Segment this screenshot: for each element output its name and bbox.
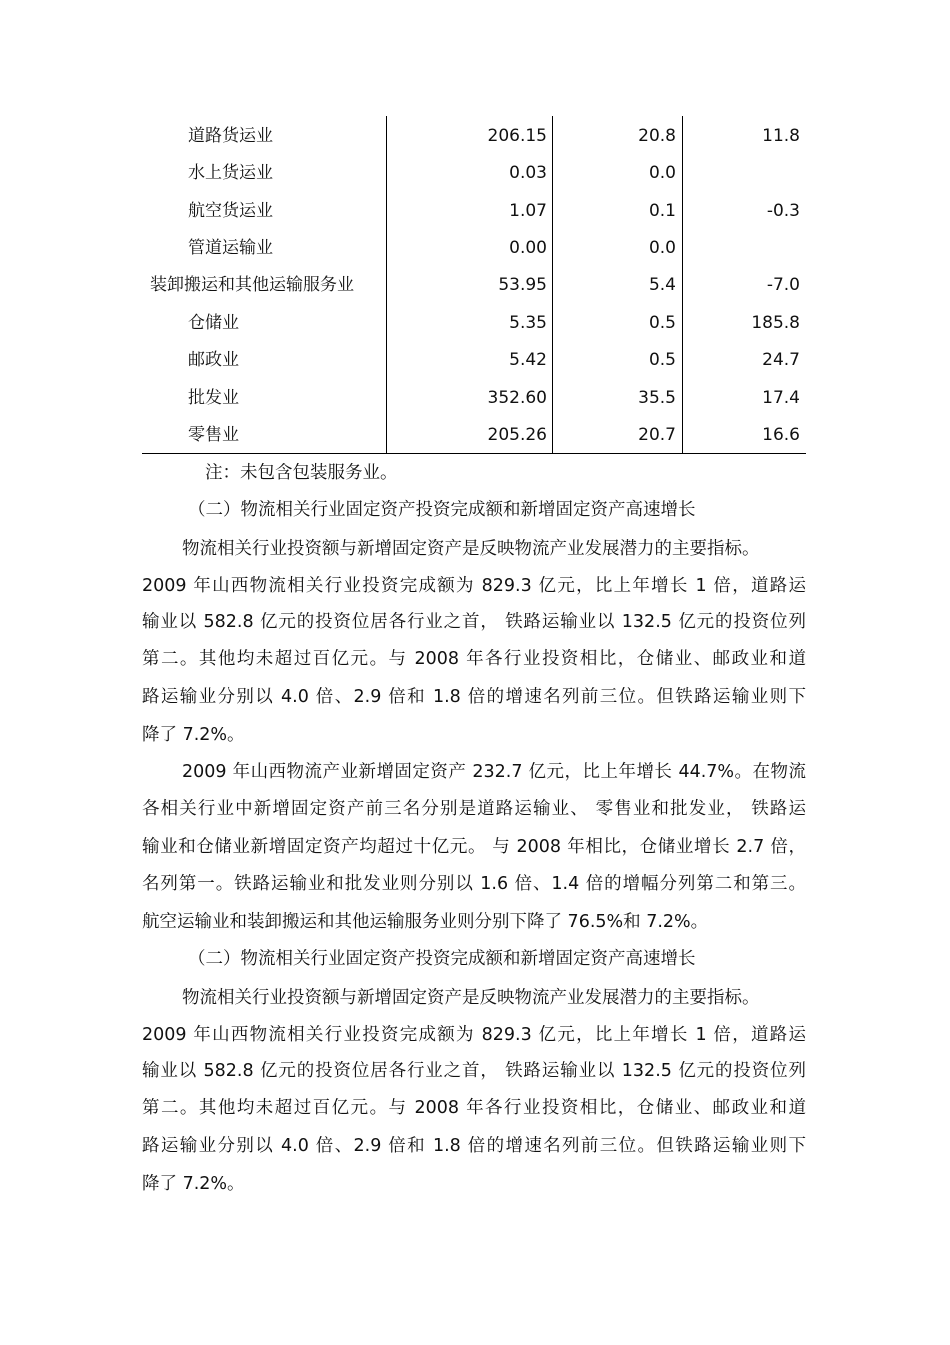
cell-value: 0.5 bbox=[648, 350, 676, 370]
paragraph-line: 输业和仓储业新增固定资产均超过十亿元。 与 2008 年相比，仓储业增长 2.7 倍， bbox=[142, 837, 806, 857]
row-label: 装卸搬运和其他运输服务业 bbox=[150, 275, 354, 295]
paragraph-line: 2009 年山西物流相关行业投资完成额为 829.3 亿元，比上年增长 1 倍，道路运 bbox=[142, 576, 806, 596]
table-note: 注：未包含包装服务业。 bbox=[205, 463, 398, 483]
table-row bbox=[142, 423, 806, 447]
table-row bbox=[142, 273, 806, 297]
paragraph-line: 降了 7.2%。 bbox=[142, 1174, 245, 1194]
row-label: 道路货运业 bbox=[188, 126, 273, 146]
cell-value: 185.8 bbox=[751, 313, 800, 333]
cell-value: 5.42 bbox=[509, 350, 547, 370]
table-bottom-rule bbox=[142, 453, 806, 454]
cell-value: 0.00 bbox=[509, 238, 547, 258]
paragraph-line: 物流相关行业投资额与新增固定资产是反映物流产业发展潜力的主要指标。 bbox=[182, 539, 760, 559]
cell-value: 35.5 bbox=[638, 388, 676, 408]
paragraph-line: 降了 7.2%。 bbox=[142, 725, 245, 745]
cell-value: 205.26 bbox=[487, 425, 547, 445]
row-label: 邮政业 bbox=[188, 350, 239, 370]
cell-value: 11.8 bbox=[762, 126, 800, 146]
table-row bbox=[142, 199, 806, 223]
cell-value: 17.4 bbox=[762, 388, 800, 408]
paragraph-line: 名列第一。铁路运输业和批发业则分别以 1.6 倍、1.4 倍的增幅分列第二和第三。 bbox=[142, 874, 806, 894]
cell-value: 0.5 bbox=[648, 313, 676, 333]
cell-value: 5.35 bbox=[509, 313, 547, 333]
cell-value: 24.7 bbox=[762, 350, 800, 370]
paragraph-line: 路运输业分别以 4.0 倍、2.9 倍和 1.8 倍的增速名列前三位。但铁路运输业则下 bbox=[142, 1136, 806, 1156]
paragraph-line: 航空运输业和装卸搬运和其他运输服务业则分别下降了 76.5%和 7.2%。 bbox=[142, 912, 709, 932]
row-label: 管道运输业 bbox=[188, 238, 273, 258]
paragraph-line: 物流相关行业投资额与新增固定资产是反映物流产业发展潜力的主要指标。 bbox=[182, 988, 760, 1008]
row-label: 仓储业 bbox=[188, 313, 239, 333]
paragraph-line: 2009 年山西物流相关行业投资完成额为 829.3 亿元，比上年增长 1 倍，道路运 bbox=[142, 1025, 806, 1045]
cell-value: -0.3 bbox=[766, 201, 800, 221]
cell-value: 5.4 bbox=[648, 275, 676, 295]
cell-value: 0.1 bbox=[648, 201, 676, 221]
section-heading: （二）物流相关行业固定资产投资完成额和新增固定资产高速增长 bbox=[188, 949, 696, 969]
data-table bbox=[142, 116, 806, 453]
row-label: 水上货运业 bbox=[188, 163, 273, 183]
paragraph-line: 2009 年山西物流产业新增固定资产 232.7 亿元，比上年增长 44.7%。在物流 bbox=[182, 762, 806, 782]
cell-value: 0.0 bbox=[648, 238, 676, 258]
table-row bbox=[142, 161, 806, 185]
cell-value: 53.95 bbox=[498, 275, 547, 295]
table-row bbox=[142, 386, 806, 410]
paragraph-line: 第二。其他均未超过百亿元。与 2008 年各行业投资相比，仓储业、邮政业和道 bbox=[142, 1098, 806, 1118]
table-row bbox=[142, 348, 806, 372]
paragraph-line: 路运输业分别以 4.0 倍、2.9 倍和 1.8 倍的增速名列前三位。但铁路运输业则下 bbox=[142, 687, 806, 707]
paragraph-line: 各相关行业中新增固定资产前三名分别是道路运输业、 零售业和批发业， 铁路运 bbox=[142, 799, 806, 819]
paragraph-line: 第二。其他均未超过百亿元。与 2008 年各行业投资相比，仓储业、邮政业和道 bbox=[142, 649, 806, 669]
table-row bbox=[142, 311, 806, 335]
cell-value: 20.8 bbox=[638, 126, 676, 146]
table-row bbox=[142, 124, 806, 148]
section-heading: （二）物流相关行业固定资产投资完成额和新增固定资产高速增长 bbox=[188, 500, 696, 520]
paragraph-line: 输业以 582.8 亿元的投资位居各行业之首， 铁路运输业以 132.5 亿元的投资位列 bbox=[142, 612, 806, 632]
table-row bbox=[142, 236, 806, 260]
row-label: 航空货运业 bbox=[188, 201, 273, 221]
cell-value: 0.0 bbox=[648, 163, 676, 183]
paragraph-line: 输业以 582.8 亿元的投资位居各行业之首， 铁路运输业以 132.5 亿元的投资位列 bbox=[142, 1061, 806, 1081]
cell-value: 1.07 bbox=[509, 201, 547, 221]
cell-value: 352.60 bbox=[487, 388, 547, 408]
cell-value: -7.0 bbox=[766, 275, 800, 295]
cell-value: 16.6 bbox=[762, 425, 800, 445]
cell-value: 20.7 bbox=[638, 425, 676, 445]
cell-value: 0.03 bbox=[509, 163, 547, 183]
row-label: 批发业 bbox=[188, 388, 239, 408]
cell-value: 206.15 bbox=[487, 126, 547, 146]
row-label: 零售业 bbox=[188, 425, 239, 445]
